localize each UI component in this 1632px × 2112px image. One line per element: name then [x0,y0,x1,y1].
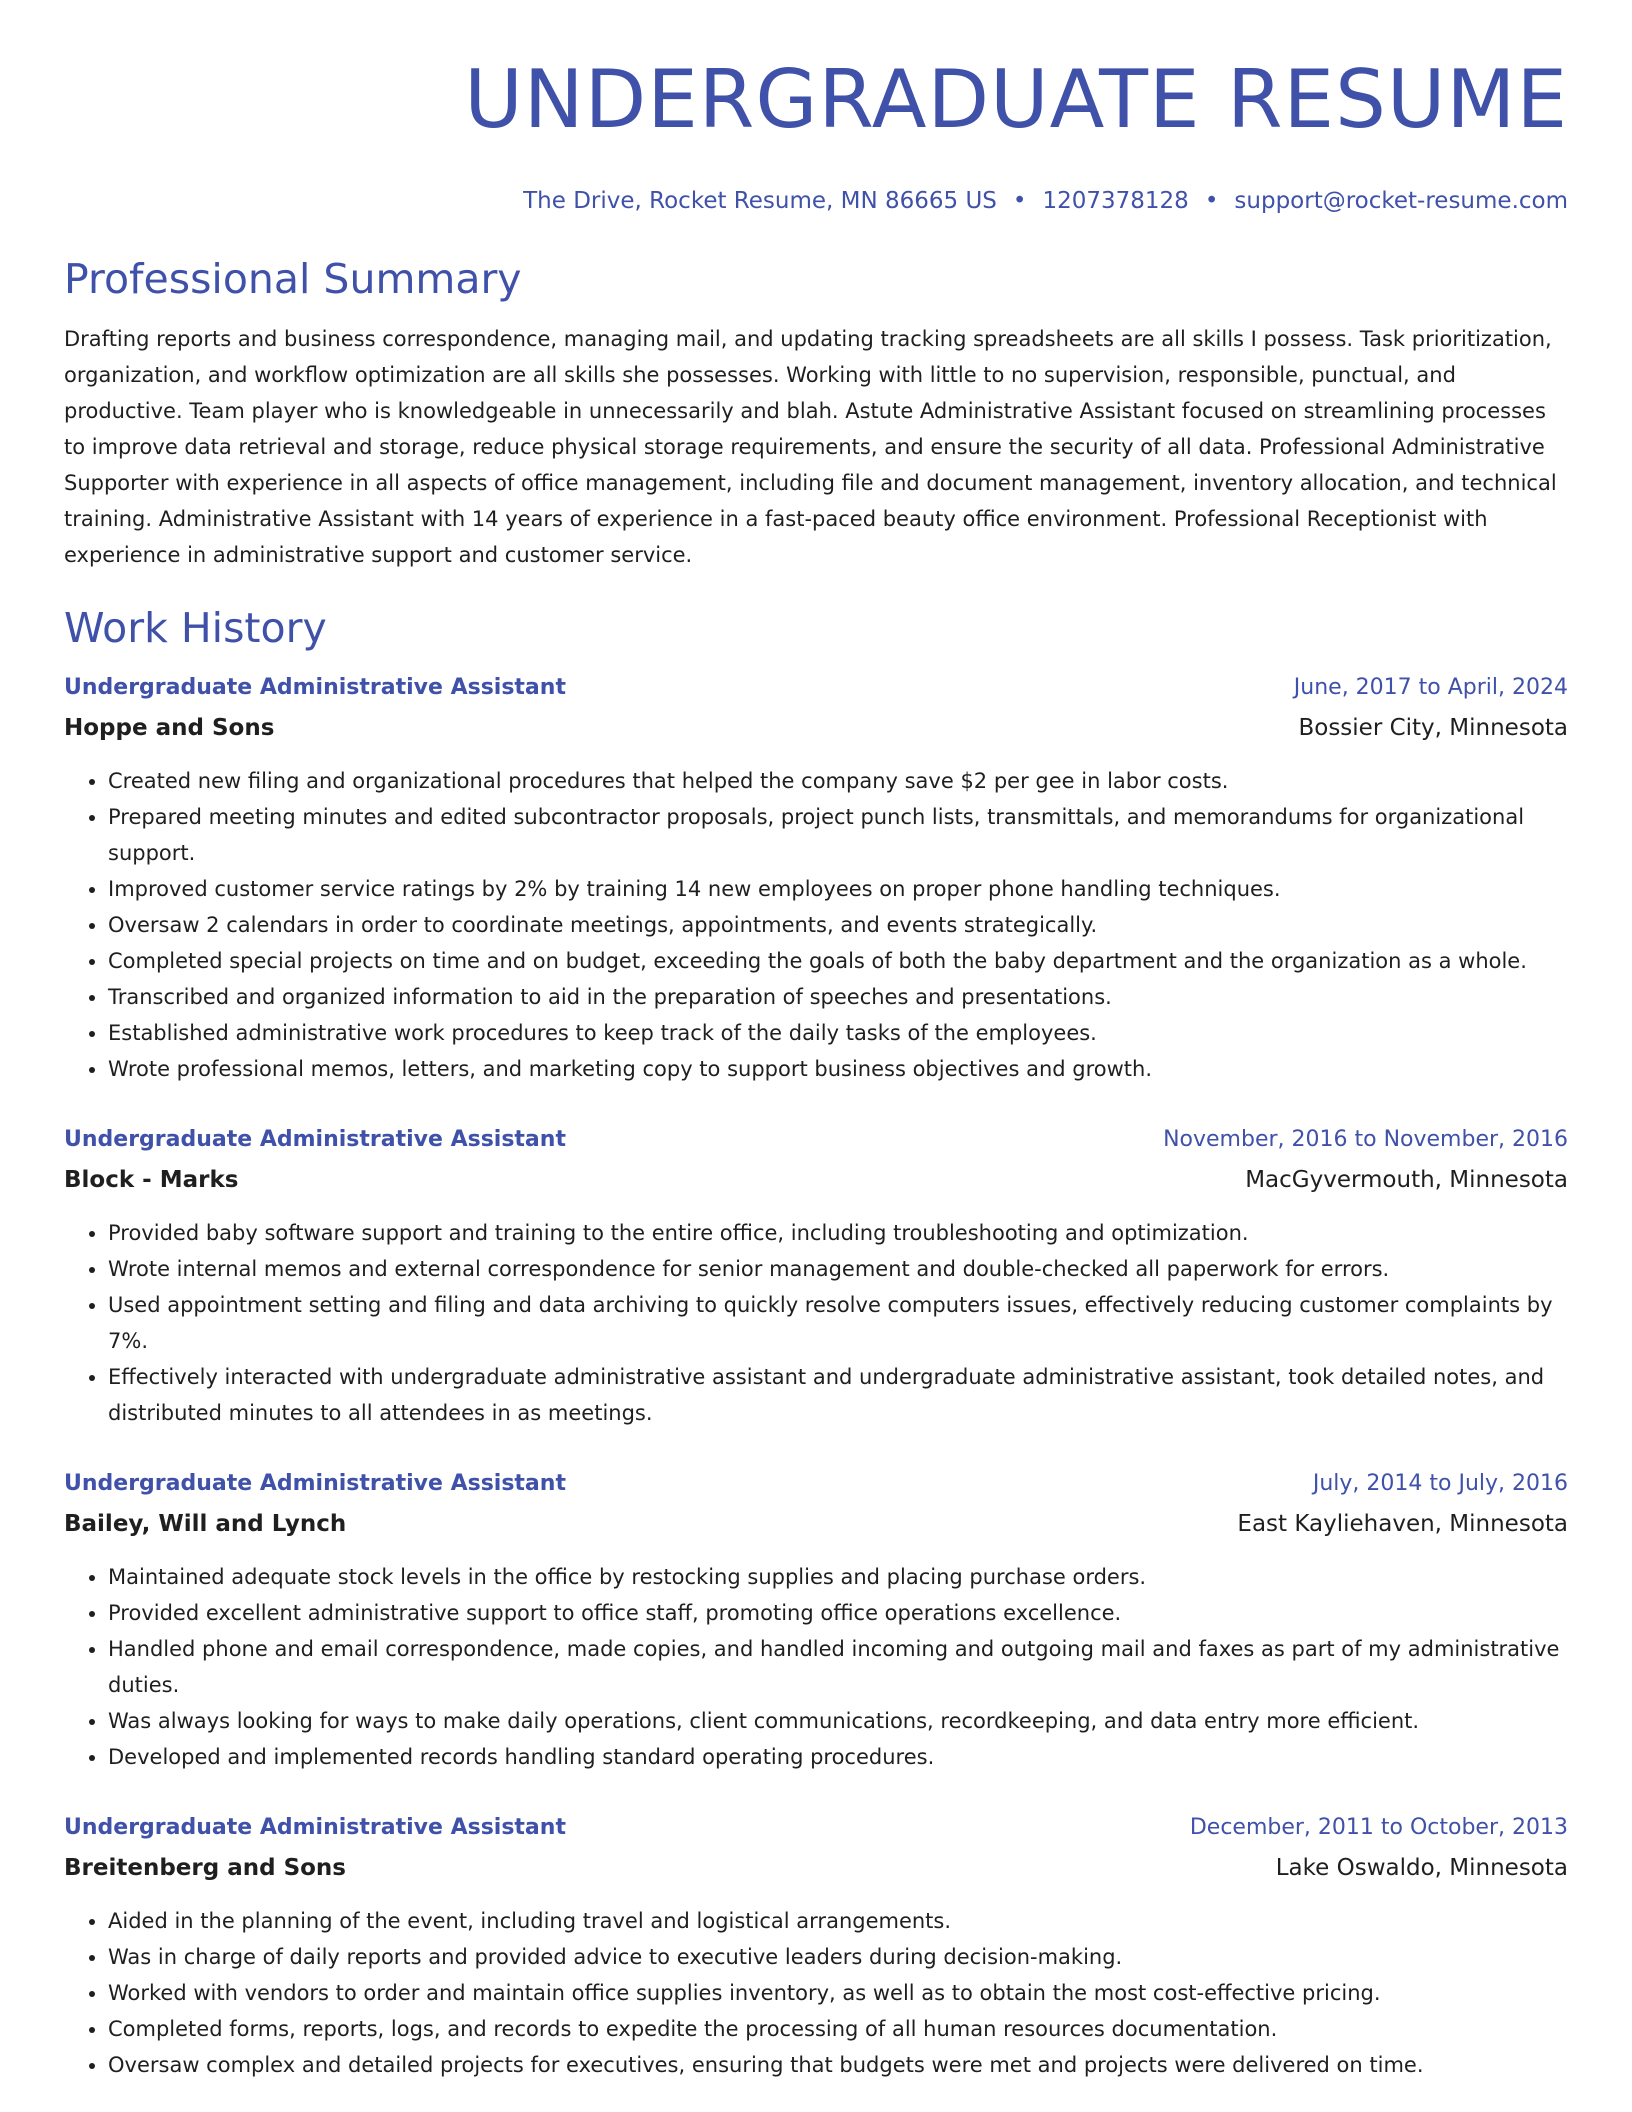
work-history-heading: Work History [64,604,327,652]
job-header-row [64,1125,1568,1155]
job-header-row [64,673,1568,703]
job-location: MacGyvermouth, Minnesota [1245,1167,1568,1193]
job-bullet: • Oversaw 2 calendars in order to coordinate meetings, appointments, and events strategically. [108,907,1568,943]
job-bullet: • Completed special projects on time and on budget, exceeding the goals of both the baby department and the organization as a whole. [108,943,1568,979]
job-employer: Hoppe and Sons [64,715,275,741]
job-bullets [64,1903,1568,2083]
job-bullets [64,1559,1568,1775]
job-bullet: • Prepared meeting minutes and edited subcontractor proposals, project punch lists, transmittals, and memorandums for organizational support. [108,799,1568,871]
job-bullet: • Transcribed and organized information to aid in the preparation of speeches and presentations. [108,979,1568,1015]
contact-address: The Drive, Rocket Resume, MN 86665 US [523,188,997,214]
job-bullet: • Was in charge of daily reports and provided advice to executive leaders during decision-making. [108,1939,1568,1975]
job-dates: December, 2011 to October, 2013 [1189,1815,1568,1840]
job-title: Undergraduate Administrative Assistant [64,675,566,700]
resume-page [64,0,1568,2083]
job-bullet: • Handled phone and email correspondence, made copies, and handled incoming and outgoing mail and faxes as part of my administrative duties. [108,1631,1568,1703]
contact-line [64,186,1568,216]
job-header-row [64,1469,1568,1499]
job-dates: June, 2017 to April, 2024 [1293,675,1568,700]
job-employer-row [64,1853,1568,1883]
job-bullet: • Was always looking for ways to make daily operations, client communications, recordkeeping, and data entry more efficient. [108,1703,1568,1739]
resume-header [64,0,1568,216]
job-bullets [64,763,1568,1087]
contact-separator: • [1204,188,1219,214]
job-employer: Breitenberg and Sons [64,1855,346,1881]
job-bullet: • Wrote professional memos, letters, and marketing copy to support business objectives and growth. [108,1051,1568,1087]
job-bullet: • Improved customer service ratings by 2% by training 14 new employees on proper phone handling techniques. [108,871,1568,907]
job-entry [64,1125,1568,1431]
job-bullet: • Wrote internal memos and external correspondence for senior management and double-checked all paperwork for errors. [108,1251,1568,1287]
job-location: East Kayliehaven, Minnesota [1237,1511,1568,1537]
job-bullet: • Created new filing and organizational procedures that helped the company save $2 per gee in labor costs. [108,763,1568,799]
resume-name: UNDERGRADUATE RESUME [464,53,1568,146]
job-bullets [64,1215,1568,1431]
summary-text: Drafting reports and business correspondence, managing mail, and updating tracking spreadsheets are all skills I possess. Task prioritization, organization, and workflow optimization are all skills she possesses. Working with little to no supervision, responsible, punctual, and productive. Team player who is knowledgeable in unnecessarily and blah. Astute Administrative Assistant focused on streamlining processes to improve data retrieval and storage, reduce physical storage requirements, and ensure the security of all data. Professional Administrative Supporter with experience in all aspects of office management, including file and document management, inventory allocation, and technical training. Administrative Assistant with 14 years of experience in a fast-paced beauty office environment. Professional Receptionist with experience in administrative support and customer service. [64,327,1557,567]
work-history-list [64,673,1568,2083]
job-title: Undergraduate Administrative Assistant [64,1815,566,1840]
job-employer-row [64,1165,1568,1195]
job-header-row [64,1813,1568,1843]
job-location: Bossier City, Minnesota [1298,715,1568,741]
job-bullet: • Maintained adequate stock levels in the office by restocking supplies and placing purchase orders. [108,1559,1568,1595]
job-employer: Block - Marks [64,1167,239,1193]
job-employer-row [64,1509,1568,1539]
job-bullet: • Developed and implemented records handling standard operating procedures. [108,1739,1568,1775]
job-title: Undergraduate Administrative Assistant [64,1127,566,1152]
job-dates: November, 2016 to November, 2016 [1163,1127,1568,1152]
job-entry [64,673,1568,1087]
job-bullet: • Used appointment setting and filing and data archiving to quickly resolve computers issues, effectively reducing customer complaints by 7%. [108,1287,1568,1359]
job-bullet: • Established administrative work procedures to keep track of the daily tasks of the employees. [108,1015,1568,1051]
job-employer: Bailey, Will and Lynch [64,1511,347,1537]
job-bullet: • Effectively interacted with undergraduate administrative assistant and undergraduate administrative assistant, took detailed notes, and distributed minutes to all attendees in as meetings. [108,1359,1568,1431]
job-title: Undergraduate Administrative Assistant [64,1471,566,1496]
contact-phone: 1207378128 [1042,188,1189,214]
job-bullet: • Worked with vendors to order and maintain office supplies inventory, as well as to obtain the most cost-effective pricing. [108,1975,1568,2011]
contact-separator: • [1012,188,1027,214]
job-bullet: • Completed forms, reports, logs, and records to expedite the processing of all human resources documentation. [108,2011,1568,2047]
contact-email: support@rocket-resume.com [1234,188,1568,214]
job-entry [64,1813,1568,2083]
job-bullet: • Aided in the planning of the event, including travel and logistical arrangements. [108,1903,1568,1939]
job-bullet: • Oversaw complex and detailed projects for executives, ensuring that budgets were met and projects were delivered on time. [108,2047,1568,2083]
job-location: Lake Oswaldo, Minnesota [1275,1855,1568,1881]
job-bullet: • Provided excellent administrative support to office staff, promoting office operations excellence. [108,1595,1568,1631]
summary-heading: Professional Summary [64,255,522,303]
job-entry [64,1469,1568,1775]
job-dates: July, 2014 to July, 2016 [1312,1471,1568,1496]
job-bullet: • Provided baby software support and training to the entire office, including troubleshooting and optimization. [108,1215,1568,1251]
job-employer-row [64,713,1568,743]
